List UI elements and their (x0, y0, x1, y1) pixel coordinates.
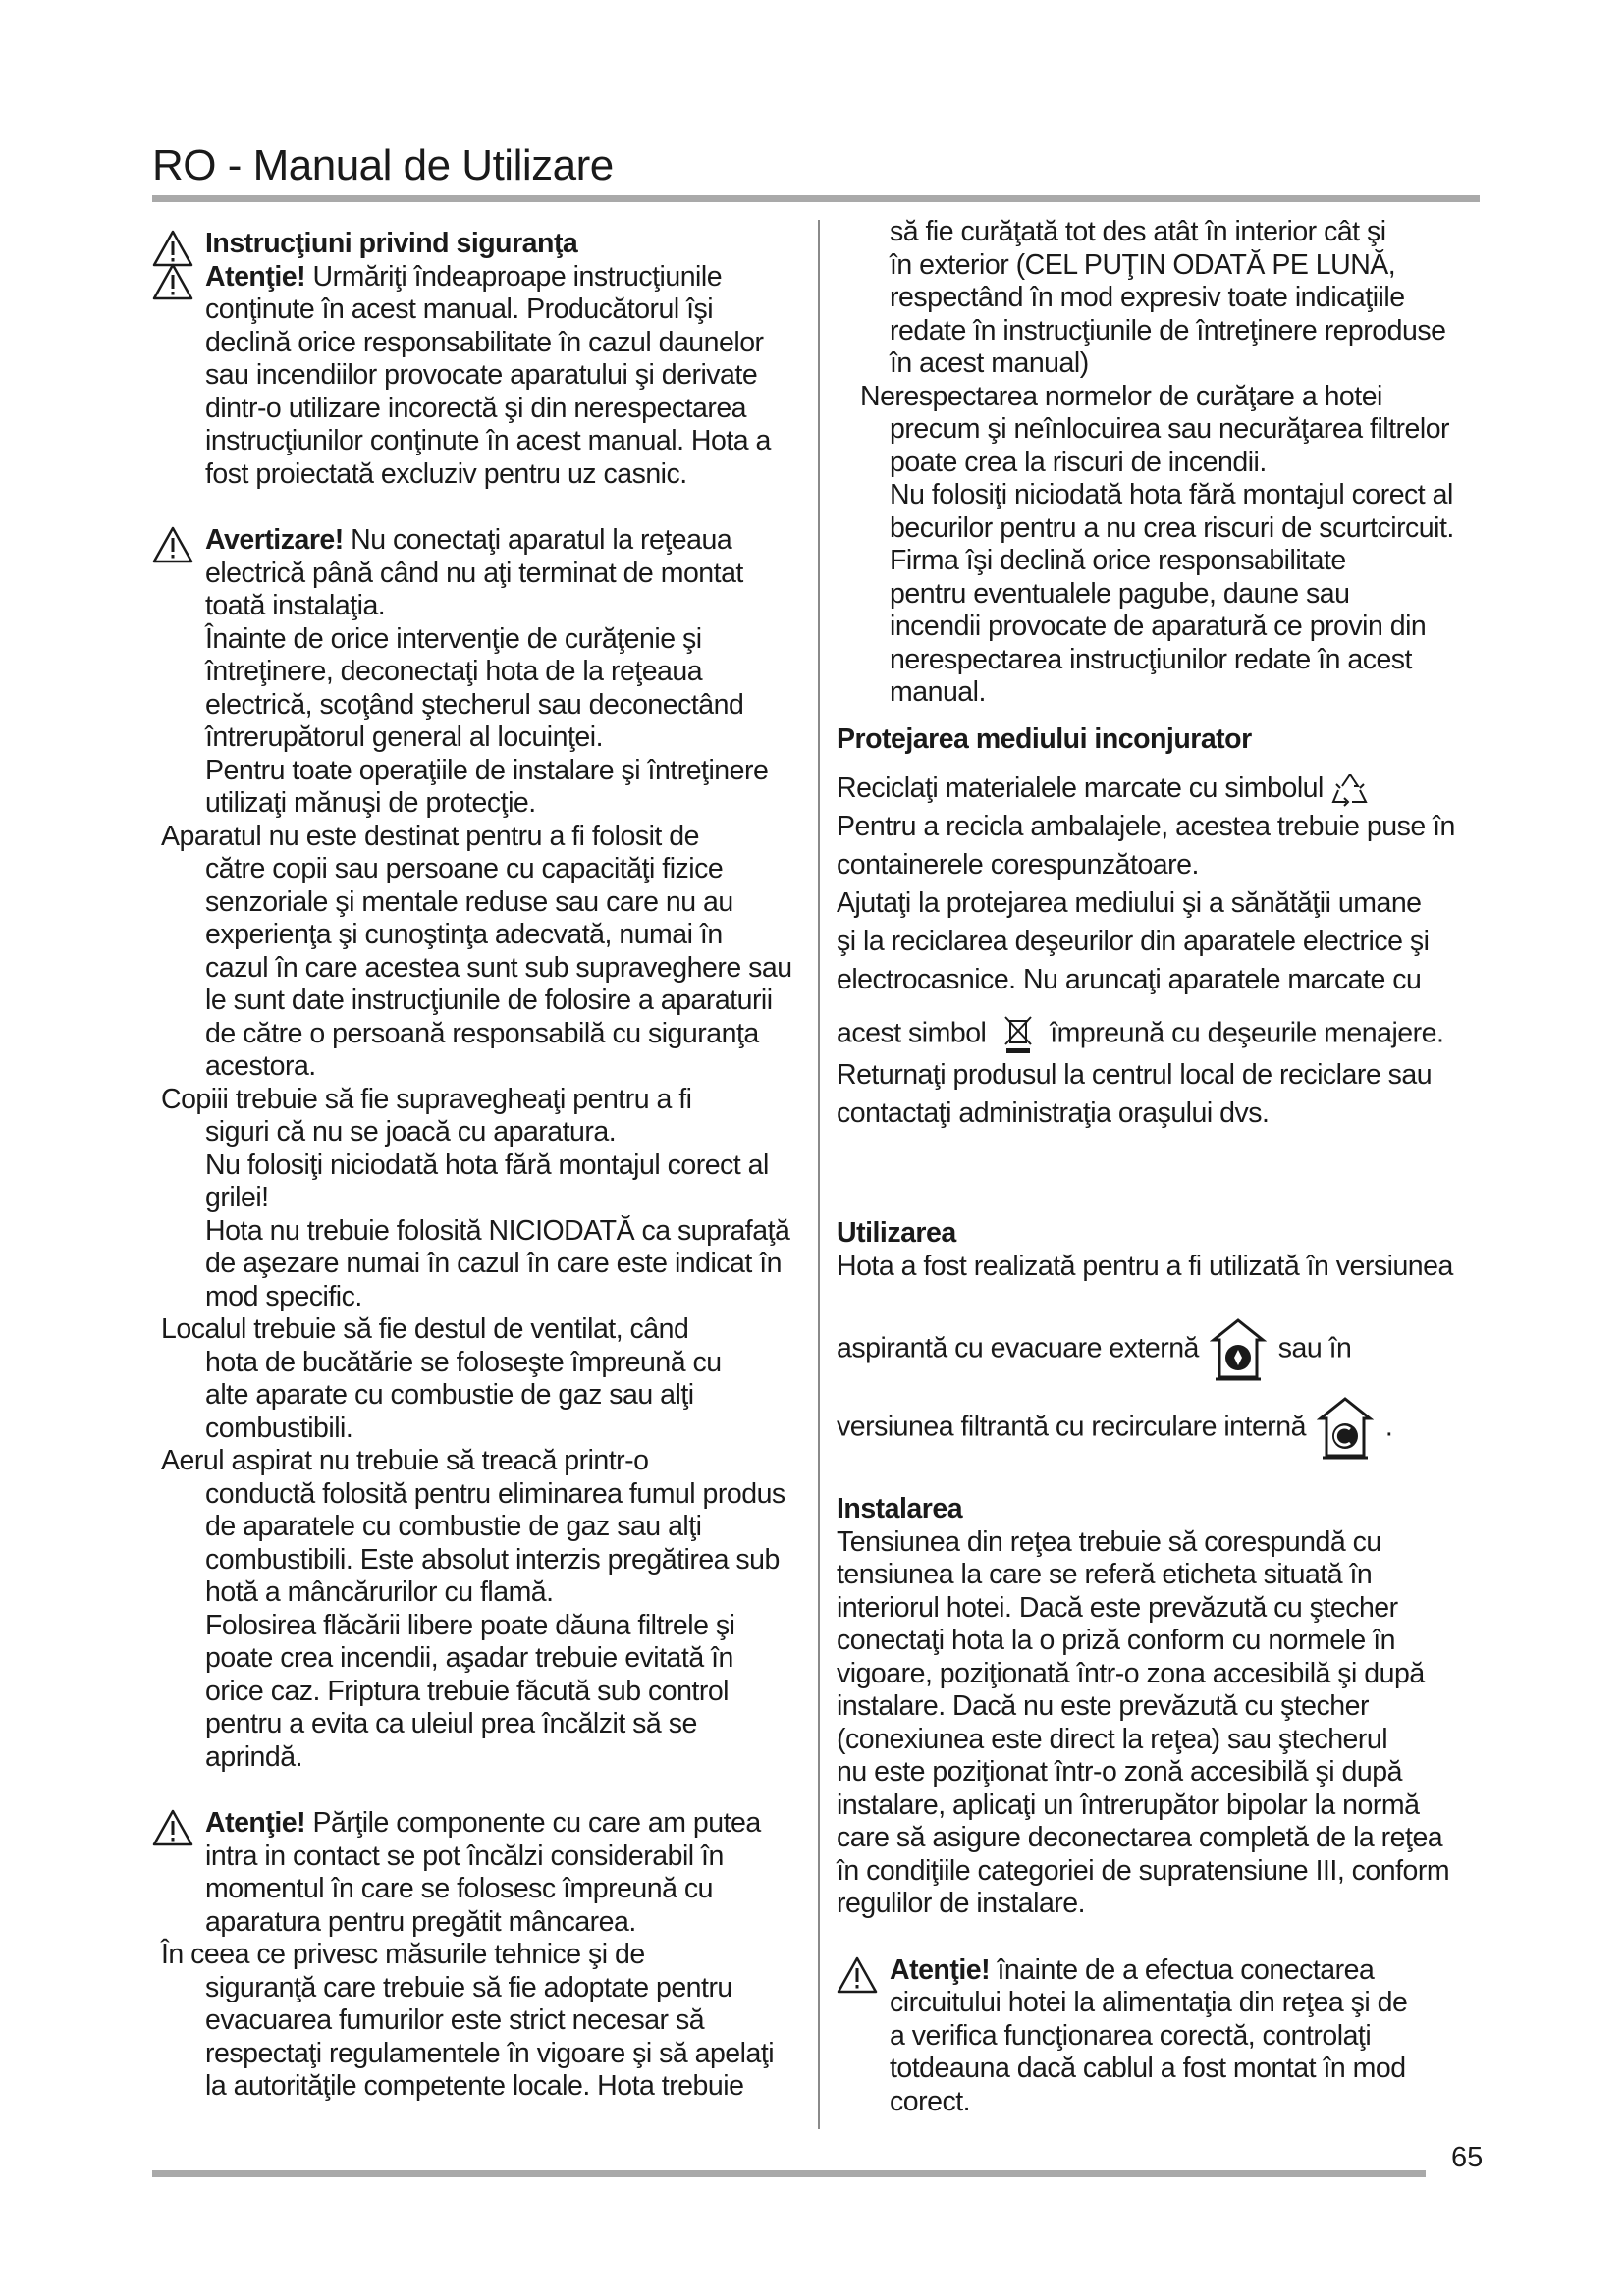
paragraph-aerul-cont (152, 1478, 800, 1775)
text-line: a verifica funcţionarea corectă, controlaţi (890, 2019, 1372, 2052)
recycle-icon (1330, 771, 1370, 808)
text-line: Aparatul nu este destinat pentru a fi folosit de (161, 820, 699, 852)
text-line: Nu folosiţi niciodată hota fără montajul corect al (890, 479, 1453, 510)
text-line: în exterior (CEL PUŢIN ODATĂ PE LUNĂ, (890, 248, 1396, 281)
crossed-bin-icon (1001, 1013, 1035, 1056)
text-line: în acest manual) (890, 347, 1089, 379)
text-line: poate crea incendii, aşadar trebuie evitată în (205, 1642, 733, 1674)
footer-rule (152, 2170, 1426, 2177)
text-line: aprindă. (205, 1740, 302, 1773)
left-column (152, 228, 800, 2104)
text-line: la autorităţile competente locale. Hota trebuie (205, 2070, 744, 2102)
text-line: (conexiunea este direct la reţea) sau ştecherul (837, 1723, 1388, 1755)
text-line: de aşezare numai în cazul în care este indicat în (205, 1248, 783, 1279)
text-line: Ajutaţi la protejarea mediului şi a sănătăţii umane (837, 887, 1422, 920)
text-line: întrerupătorul general al locuinţei. (205, 721, 604, 753)
text-line: evacuarea fumurilor este strict necesar să (205, 2004, 705, 2036)
paragraph-aerul (152, 1445, 800, 1478)
text-line: Nu folosiţi niciodată hota fără montajul corect al (205, 1148, 769, 1181)
safety-title: Instrucţiuni privind siguranţa (205, 228, 578, 259)
text-line: intra in contact se pot încălzi considerabil în (205, 1840, 724, 1872)
text-line: momentul în care se folosesc împreună cu (205, 1873, 714, 1904)
text-line: senzoriale şi mentale reduse sau care nu au (205, 885, 733, 918)
warning-triangle-icon (152, 526, 193, 563)
atentie-label: Atenţie! (205, 1807, 306, 1839)
text-line: şi la reciclarea deşeurilor din aparatele electrice şi (837, 926, 1430, 958)
text-line: instrucţiunilor conţinute în acest manual. Hota a (205, 425, 771, 456)
atentie-block-2 (152, 1807, 800, 1939)
text-line: respectând în mod expresiv toate indicaţiile (890, 282, 1405, 313)
paragraph-inceea-cont (152, 1972, 800, 2104)
text-line: Tensiunea din reţea trebuie să corespundă cu (837, 1525, 1381, 1558)
text-line: Localul trebuie să fie destul de ventilat, când (161, 1313, 689, 1345)
text-line: orice caz. Friptura trebuie făcută sub control (205, 1675, 730, 1707)
text-line: Nu conectaţi aparatul la reţeaua (343, 524, 732, 556)
text-line: conţinute în acest manual. Producătorul îşi (205, 294, 714, 325)
text-line: tensiunea la care se referă eticheta situată în (837, 1559, 1373, 1591)
text-line: alte aparate cu combustie de gaz sau alţi (205, 1379, 694, 1411)
section-title-installation: Instalarea (837, 1493, 963, 1525)
paragraph-aparatul (152, 821, 800, 854)
section-title-usage: Utilizarea (837, 1217, 956, 1250)
text-line: hotă a mâncărurilor cu flamă. (205, 1576, 554, 1608)
installation-section (837, 1526, 1480, 1921)
text-line: cazul în care acestea sunt sub supraveghere sau (205, 951, 792, 984)
text-line: să fie curăţată tot des atât în interior cât şi (890, 216, 1386, 247)
atentie-label: Atenţie! (205, 260, 306, 293)
hood-filter-icon (1317, 1397, 1374, 1460)
text-line: împreună cu deşeurile menajere. (1050, 1018, 1444, 1049)
text-line: Copiii trebuie să fie supravegheaţi pentru a fi (161, 1083, 692, 1115)
paragraph-nerespectarea-cont (837, 413, 1480, 710)
text-line: versiunea filtrantă cu recirculare internă (837, 1412, 1306, 1443)
text-line: instalare, aplicaţi un întrerupător bipolar la normă (837, 1789, 1420, 1821)
text-line: pentru eventualele pagube, daune sau (890, 577, 1350, 610)
text-line: către copii sau persoane cu capacităţi fizice (205, 853, 724, 884)
warning-triangle-icon (152, 1809, 193, 1846)
text-line: Returnaţi produsul la centrul local de reciclare sau (837, 1059, 1433, 1092)
text-line: combustibili. Este absolut interzis pregătirea sub (205, 1543, 780, 1575)
avertizare-label: Avertizare! (205, 524, 344, 556)
text-line: incendii provocate de aparatură ce provin din (890, 611, 1427, 642)
text-line: acestora. (205, 1050, 316, 1082)
text-line: care să asigure deconectarea completă de la reţea (837, 1822, 1443, 1854)
paragraph-copiii-cont (152, 1116, 800, 1313)
text-line: înainte de a efectua conectarea (990, 1953, 1375, 1986)
text-line: corect. (890, 2085, 971, 2117)
text-line: Urmăriţi îndeaproape instrucţiunile (305, 260, 723, 293)
text-line: de către o persoană responsabilă cu siguranţa (205, 1017, 759, 1049)
text-line: aparatura pentru pregătit mâncarea. (205, 1905, 636, 1938)
text-line: electrică, scoţând ştecherul sau deconectând (205, 688, 744, 721)
text-line: totdeauna dacă cablul a fost montat în mod (890, 2053, 1406, 2085)
text-line: conectaţi hota la o priză conform cu normele în (837, 1625, 1395, 1657)
page-number: 65 (1451, 2142, 1484, 2173)
text-line: acest simbol (837, 1018, 987, 1049)
safety-heading (152, 228, 800, 261)
text-line: pentru a evita ca uleiul prea încălzit să se (205, 1708, 697, 1739)
text-line: respectaţi regulamentele în vigoare şi să apelaţi (205, 2037, 775, 2069)
text-line: contactaţi administraţia oraşului dvs. (837, 1097, 1270, 1130)
text-line: le sunt date instrucţiunile de folosire a aparaturii (205, 985, 773, 1016)
text-line: regulilor de instalare. (837, 1888, 1086, 1920)
atentie-label: Atenţie! (890, 1953, 991, 1986)
text-line: manual. (890, 676, 986, 708)
text-line: interiorul hotei. Dacă este prevăzută cu ştecher (837, 1591, 1398, 1624)
text-line: grilei! (205, 1182, 269, 1213)
text-line: vigoare, poziţionată într-o zona accesibilă şi după (837, 1657, 1425, 1689)
text-line: experienţa şi cunoştinţa adecvată, numai în (205, 919, 723, 950)
text-line: fost proiectată excluziv pentru uz casnic. (205, 457, 687, 490)
text-line: Reciclaţi materialele marcate cu simbolul (837, 773, 1324, 804)
paragraph-copiii (152, 1084, 800, 1117)
text-line: aspirantă cu evacuare externă (837, 1333, 1199, 1364)
page-title: RO - Manual de Utilizare (152, 141, 614, 189)
warning-triangle-icon (837, 1956, 878, 1994)
text-line: hota de bucătărie se foloseşte împreună cu (205, 1346, 722, 1378)
paragraph-nerespectarea (837, 381, 1480, 414)
atentie-block-1 (152, 261, 800, 492)
text-line: poate crea la riscuri de incendii. (890, 446, 1267, 478)
text-line: Înainte de orice intervenţie de curăţenie şi (205, 622, 702, 655)
text-line: de aparatele cu combustie de gaz sau alţi (205, 1511, 702, 1542)
text-line: nu este poziţionat într-o zonă accesibilă şi după (837, 1756, 1402, 1789)
text-line: Aerul aspirat nu trebuie să treacă printr-o (161, 1445, 649, 1476)
text-line: Folosirea flăcării libere poate dăuna filtrele şi (205, 1609, 735, 1641)
avertizare-block (152, 524, 800, 821)
text-line: containerele corespunzătoare. (837, 849, 1199, 881)
text-line: sau în (1277, 1333, 1352, 1364)
text-line: declină orice responsabilitate în cazul daunelor (205, 326, 764, 358)
text-line: instalare. Dacă nu este prevăzută cu ştecher (837, 1690, 1369, 1723)
paragraph-continued (837, 216, 1480, 381)
warning-triangle-icon (152, 263, 193, 300)
text-line: nerespectarea instrucţiunilor redate în acest (890, 643, 1412, 675)
header-rule (152, 195, 1480, 202)
text-line: sau incendiilor provocate aparatului şi derivate (205, 359, 758, 391)
text-line: conductă folosită pentru eliminarea fumul produs (205, 1477, 785, 1510)
text-line: întreţinere, deconectaţi hota de la reţeaua (205, 656, 703, 687)
text-line: redate în instrucţiunile de întreţinere reproduse (890, 314, 1446, 347)
text-line: toată instalaţia. (205, 590, 386, 621)
text-line: Părţile componente cu care am putea (305, 1807, 761, 1839)
text-line: siguri că nu se joacă cu aparatura. (205, 1116, 617, 1148)
paragraph-localul-cont (152, 1347, 800, 1446)
text-line: precum şi neînlocuirea sau necurăţarea filtrelor (890, 413, 1450, 445)
hood-extraction-icon (1210, 1318, 1267, 1381)
text-line: În ceea ce privesc măsurile tehnice şi de (161, 1939, 645, 1970)
text-line: Hota nu trebuie folosită NICIODATĂ ca suprafaţă (205, 1214, 790, 1247)
text-line: utilizaţi mănuşi de protecţie. (205, 787, 536, 819)
text-line: becurilor pentru a nu crea riscuri de scurtcircuit. (890, 511, 1454, 544)
text-line: siguranţă care trebuie să fie adoptate pentru (205, 1971, 732, 2003)
atentie-block-3 (837, 1954, 1480, 2119)
paragraph-localul (152, 1313, 800, 1347)
text-line: combustibili. (205, 1412, 353, 1444)
text-line: Firma îşi declină orice responsabilitate (890, 545, 1346, 576)
text-line: dintr-o utilizare incorectă şi din nerespectarea (205, 392, 747, 424)
text-line: . (1384, 1412, 1393, 1443)
text-line: circuitului hotei la alimentaţia din reţea şi de (890, 1987, 1408, 2019)
text-line: în condiţiile categoriei de supratensiune III, conform (837, 1854, 1450, 1887)
environment-section (837, 770, 1480, 1133)
text-line: electrică până când nu aţi terminat de montat (205, 557, 743, 589)
paragraph-aparatul-cont (152, 853, 800, 1084)
text-line: Pentru a recicla ambalajele, acestea trebuie puse în (837, 811, 1455, 843)
column-divider (818, 220, 820, 2129)
text-line: Nerespectarea normelor de curăţare a hotei (860, 380, 1382, 412)
section-title-environment: Protejarea mediului inconjurator (837, 722, 1252, 755)
paragraph-inceea (152, 1939, 800, 1972)
text-line: Hota a fost realizată pentru a fi utilizată în versiunea (837, 1250, 1453, 1282)
text-line: Pentru toate operaţiile de instalare şi întreţinere (205, 754, 769, 786)
text-line: mod specific. (205, 1280, 362, 1312)
right-column (837, 216, 1480, 2118)
text-line: electrocasnice. Nu aruncaţi aparatele marcate cu (837, 964, 1422, 996)
